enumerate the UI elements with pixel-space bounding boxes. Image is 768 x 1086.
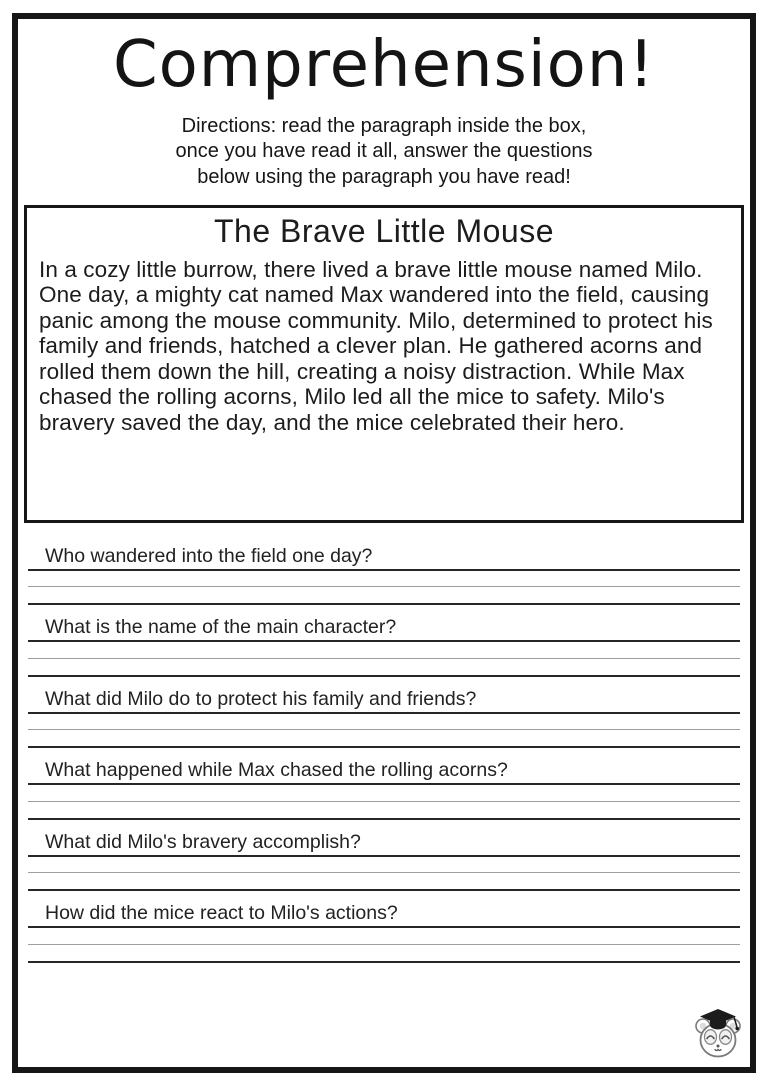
directions-text [18,114,750,190]
answer-line [28,945,740,963]
question-block [28,759,740,820]
answer-line [28,571,740,588]
directions-line: Directions: read the paragraph inside the box, [181,114,587,137]
question-text: How did the mice react to Milo's actions? [28,902,740,928]
question-text: What is the name of the main character? [28,616,740,642]
answer-line [28,928,740,945]
question-text: What did Milo's bravery accomplish? [28,831,740,857]
worksheet-page [12,13,756,1073]
answer-line [28,587,740,605]
question-block [28,831,740,892]
story-box [24,205,744,523]
answer-line [28,802,740,820]
directions-line: once you have read it all, answer the questions [175,140,593,163]
question-block [28,545,740,606]
question-block [28,616,740,677]
question-text: Who wandered into the field one day? [28,545,740,571]
questions-section [28,545,740,963]
answer-line [28,785,740,802]
answer-line [28,857,740,874]
answer-line [28,642,740,659]
directions-line: below using the paragraph you have read! [197,165,571,188]
question-text: What happened while Max chased the rolling acorns? [28,759,740,785]
panda-graduate-icon [694,1006,742,1060]
answer-line [28,730,740,748]
page-title: Comprehension! [112,28,656,102]
answer-line [28,659,740,677]
question-block [28,902,740,963]
question-block [28,688,740,749]
story-paragraph: In a cozy little burrow, there lived a brave little mouse named Milo. One day, a mighty cat named Max wandered into the field, causing panic among the mouse community. Milo, determined to protect his family and friends, hatched a clever plan. He gathered acorns and rolled them down the hill, creating a noisy distraction. While Max chased the rolling acorns, Milo led all the mice to safety. Milo's bravery saved the day, and the mice celebrated their hero. [39,256,713,435]
story-title: The Brave Little Mouse [213,212,555,249]
answer-line [28,873,740,891]
answer-line [28,714,740,731]
question-text: What did Milo do to protect his family and friends? [28,688,740,714]
